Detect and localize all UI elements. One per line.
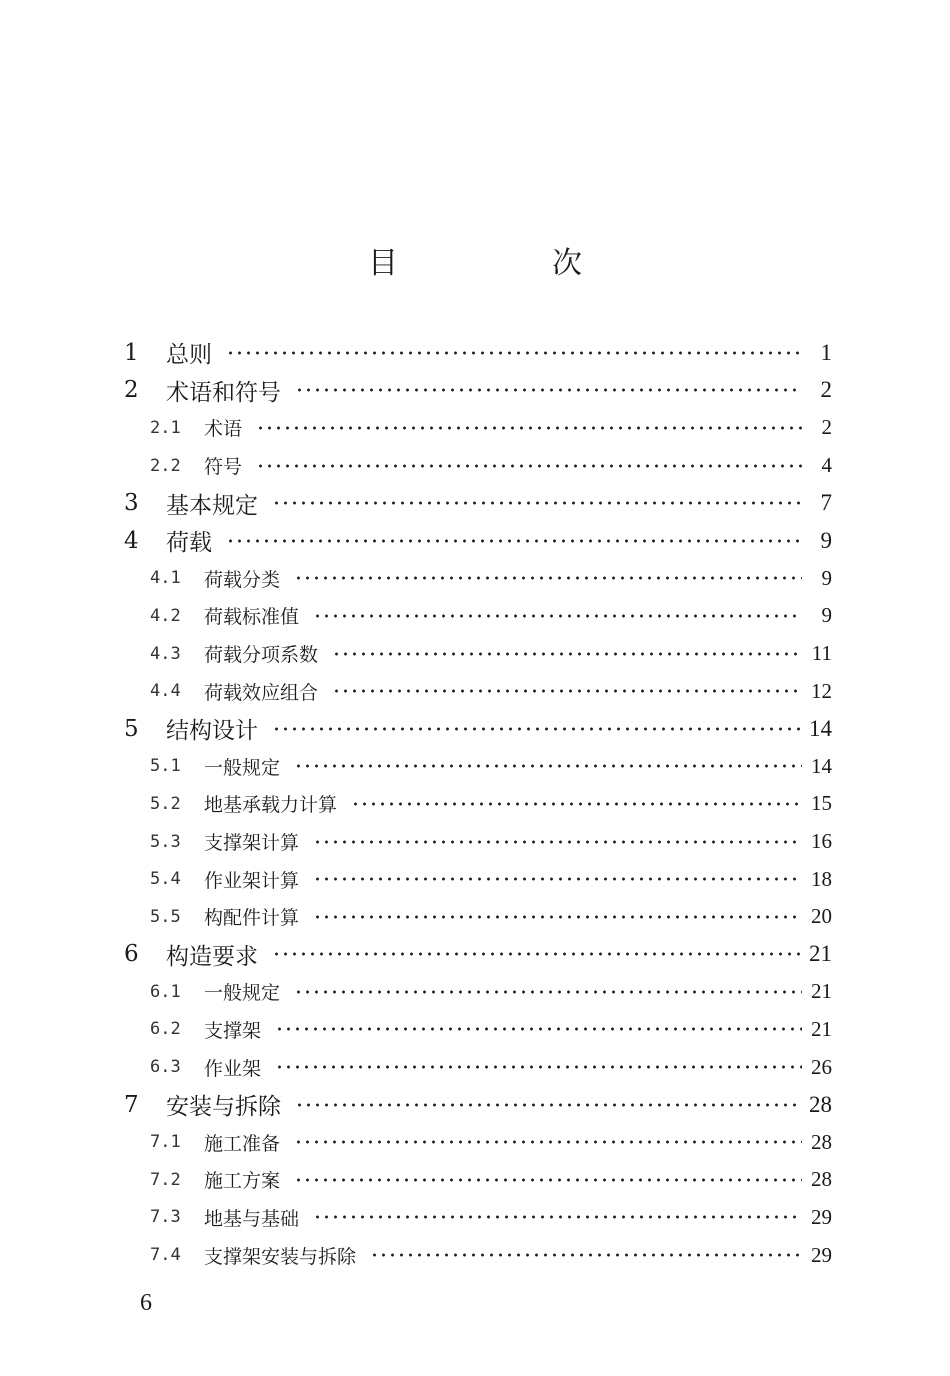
dot-leader xyxy=(272,501,802,505)
toc-entry-label: 支撑架 xyxy=(204,1019,262,1042)
toc-entry-5-1[interactable] xyxy=(120,748,832,786)
toc-entry-5-3[interactable] xyxy=(120,823,832,861)
toc-entry-page: 12 xyxy=(811,678,832,703)
toc-entry-5-5[interactable] xyxy=(120,898,832,936)
toc-entry-page: 29 xyxy=(811,1242,832,1267)
toc-entry-7[interactable] xyxy=(120,1086,832,1124)
toc-entry-2-2[interactable] xyxy=(120,447,832,485)
dot-leader xyxy=(370,1253,802,1257)
toc-entry-label: 施工方案 xyxy=(204,1170,281,1193)
toc-entry-4-3[interactable] xyxy=(120,635,832,673)
toc-entry-label: 支撑架计算 xyxy=(204,832,300,855)
toc-entry-page: 7 xyxy=(820,490,832,516)
toc-entry-page: 21 xyxy=(811,979,832,1004)
toc-entry-label: 地基与基础 xyxy=(204,1207,300,1230)
toc-entry-page: 21 xyxy=(809,941,832,967)
toc-entry-6-1[interactable] xyxy=(120,973,832,1011)
toc-entry-2-1[interactable] xyxy=(120,409,832,447)
dot-leader xyxy=(313,915,802,919)
dot-leader xyxy=(313,877,802,881)
toc-entry-label: 安装与拆除 xyxy=(166,1094,281,1121)
dot-leader xyxy=(294,1178,802,1182)
toc-entry-7-1[interactable] xyxy=(120,1123,832,1161)
toc-entry-number: 2.1 xyxy=(150,417,181,438)
dot-leader xyxy=(332,652,802,656)
toc-entry-5[interactable] xyxy=(120,710,832,748)
toc-entry-page: 28 xyxy=(811,1129,832,1154)
toc-entry-page: 4 xyxy=(821,453,832,478)
toc-entry-page: 14 xyxy=(811,753,832,778)
toc-entry-1[interactable] xyxy=(120,334,832,372)
toc-entry-page: 2 xyxy=(820,377,832,403)
toc-entry-label: 荷载 xyxy=(166,530,212,557)
table-of-contents xyxy=(120,334,832,1274)
dot-leader xyxy=(226,351,802,355)
toc-entry-label: 施工准备 xyxy=(204,1132,281,1155)
toc-entry-label: 支撑架安装与拆除 xyxy=(204,1245,357,1268)
toc-entry-number: 7.4 xyxy=(150,1245,181,1266)
dot-leader xyxy=(272,952,802,956)
toc-entry-label: 一般规定 xyxy=(204,756,281,779)
toc-entry-6[interactable] xyxy=(120,936,832,974)
toc-entry-page: 28 xyxy=(809,1091,832,1117)
toc-entry-number: 6.3 xyxy=(150,1057,181,1078)
toc-entry-page: 2 xyxy=(821,415,832,440)
toc-entry-page: 14 xyxy=(809,715,832,741)
dot-leader xyxy=(351,802,802,806)
toc-entry-5-2[interactable] xyxy=(120,785,832,823)
toc-entry-number: 1 xyxy=(124,339,139,366)
toc-entry-label: 构造要求 xyxy=(166,943,258,970)
toc-entry-number: 7.2 xyxy=(150,1169,181,1190)
dot-leader xyxy=(256,464,802,468)
toc-entry-label: 荷载标准值 xyxy=(204,606,300,629)
dot-leader xyxy=(313,1215,802,1219)
toc-entry-number: 5.2 xyxy=(150,793,181,814)
toc-entry-page: 9 xyxy=(821,603,832,628)
dot-leader xyxy=(295,1103,802,1107)
toc-entry-number: 5.5 xyxy=(150,906,181,927)
toc-entry-label: 基本规定 xyxy=(166,492,258,519)
toc-entry-label: 一般规定 xyxy=(204,982,281,1005)
dot-leader xyxy=(313,614,802,618)
toc-title: 目 次 xyxy=(368,246,644,281)
toc-entry-number: 4.2 xyxy=(150,605,181,626)
toc-entry-number: 4.3 xyxy=(150,643,181,664)
toc-entry-number: 4.4 xyxy=(150,681,181,702)
toc-entry-number: 6.2 xyxy=(150,1019,181,1040)
toc-entry-4-4[interactable] xyxy=(120,672,832,710)
dot-leader xyxy=(295,388,802,392)
dot-leader xyxy=(226,539,802,543)
toc-entry-page: 21 xyxy=(811,1016,832,1041)
dot-leader xyxy=(275,1065,802,1069)
toc-entry-number: 4.1 xyxy=(150,568,181,589)
toc-entry-label: 术语和符号 xyxy=(166,379,281,406)
toc-entry-page: 1 xyxy=(820,339,832,365)
toc-entry-page: 11 xyxy=(811,641,832,666)
toc-entry-number: 6 xyxy=(124,941,139,968)
toc-entry-page: 29 xyxy=(811,1204,832,1229)
toc-entry-page: 20 xyxy=(811,904,832,929)
toc-entry-label: 总则 xyxy=(166,342,212,369)
dot-leader xyxy=(294,576,802,580)
page-number: 6 xyxy=(140,1290,152,1316)
toc-entry-label: 荷载分类 xyxy=(204,568,281,591)
toc-entry-label: 构配件计算 xyxy=(204,907,300,930)
toc-entry-page: 9 xyxy=(820,527,832,553)
toc-entry-label: 荷载效应组合 xyxy=(204,681,319,704)
toc-entry-3[interactable] xyxy=(120,484,832,522)
toc-entry-label: 结构设计 xyxy=(166,718,258,745)
toc-entry-page: 28 xyxy=(811,1167,832,1192)
toc-entry-number: 7.3 xyxy=(150,1207,181,1228)
toc-entry-page: 16 xyxy=(811,829,832,854)
toc-entry-7-3[interactable] xyxy=(120,1199,832,1237)
toc-entry-number: 2 xyxy=(124,377,139,404)
dot-leader xyxy=(272,727,802,731)
toc-entry-number: 6.1 xyxy=(150,981,181,1002)
toc-entry-label: 地基承载力计算 xyxy=(204,794,338,817)
toc-entry-4-2[interactable] xyxy=(120,597,832,635)
toc-entry-page: 9 xyxy=(821,565,832,590)
toc-entry-4-1[interactable] xyxy=(120,560,832,598)
toc-entry-label: 术语 xyxy=(204,418,243,441)
toc-entry-number: 2.2 xyxy=(150,455,181,476)
toc-entry-5-4[interactable] xyxy=(120,860,832,898)
toc-entry-7-4[interactable] xyxy=(120,1236,832,1274)
toc-entry-page: 18 xyxy=(811,866,832,891)
toc-entry-2[interactable] xyxy=(120,372,832,410)
toc-entry-7-2[interactable] xyxy=(120,1161,832,1199)
toc-entry-label: 符号 xyxy=(204,456,243,479)
toc-entry-label: 作业架 xyxy=(204,1057,262,1080)
toc-entry-number: 5.4 xyxy=(150,869,181,890)
toc-entry-page: 15 xyxy=(811,791,832,816)
dot-leader xyxy=(294,1140,802,1144)
toc-entry-label: 作业架计算 xyxy=(204,869,300,892)
toc-entry-number: 3 xyxy=(124,490,139,517)
toc-entry-6-2[interactable] xyxy=(120,1011,832,1049)
toc-entry-6-3[interactable] xyxy=(120,1048,832,1086)
dot-leader xyxy=(294,990,802,994)
dot-leader xyxy=(332,689,802,693)
toc-entry-page: 26 xyxy=(811,1054,832,1079)
dot-leader xyxy=(313,840,802,844)
toc-entry-number: 5.3 xyxy=(150,831,181,852)
toc-entry-number: 7.1 xyxy=(150,1132,181,1153)
dot-leader xyxy=(256,426,802,430)
toc-entry-label: 荷载分项系数 xyxy=(204,644,319,667)
dot-leader xyxy=(275,1027,802,1031)
dot-leader xyxy=(294,764,802,768)
toc-entry-number: 5 xyxy=(124,715,139,742)
toc-entry-4[interactable] xyxy=(120,522,832,560)
toc-entry-number: 5.1 xyxy=(150,756,181,777)
toc-entry-number: 4 xyxy=(124,527,139,554)
toc-entry-number: 7 xyxy=(124,1091,139,1118)
